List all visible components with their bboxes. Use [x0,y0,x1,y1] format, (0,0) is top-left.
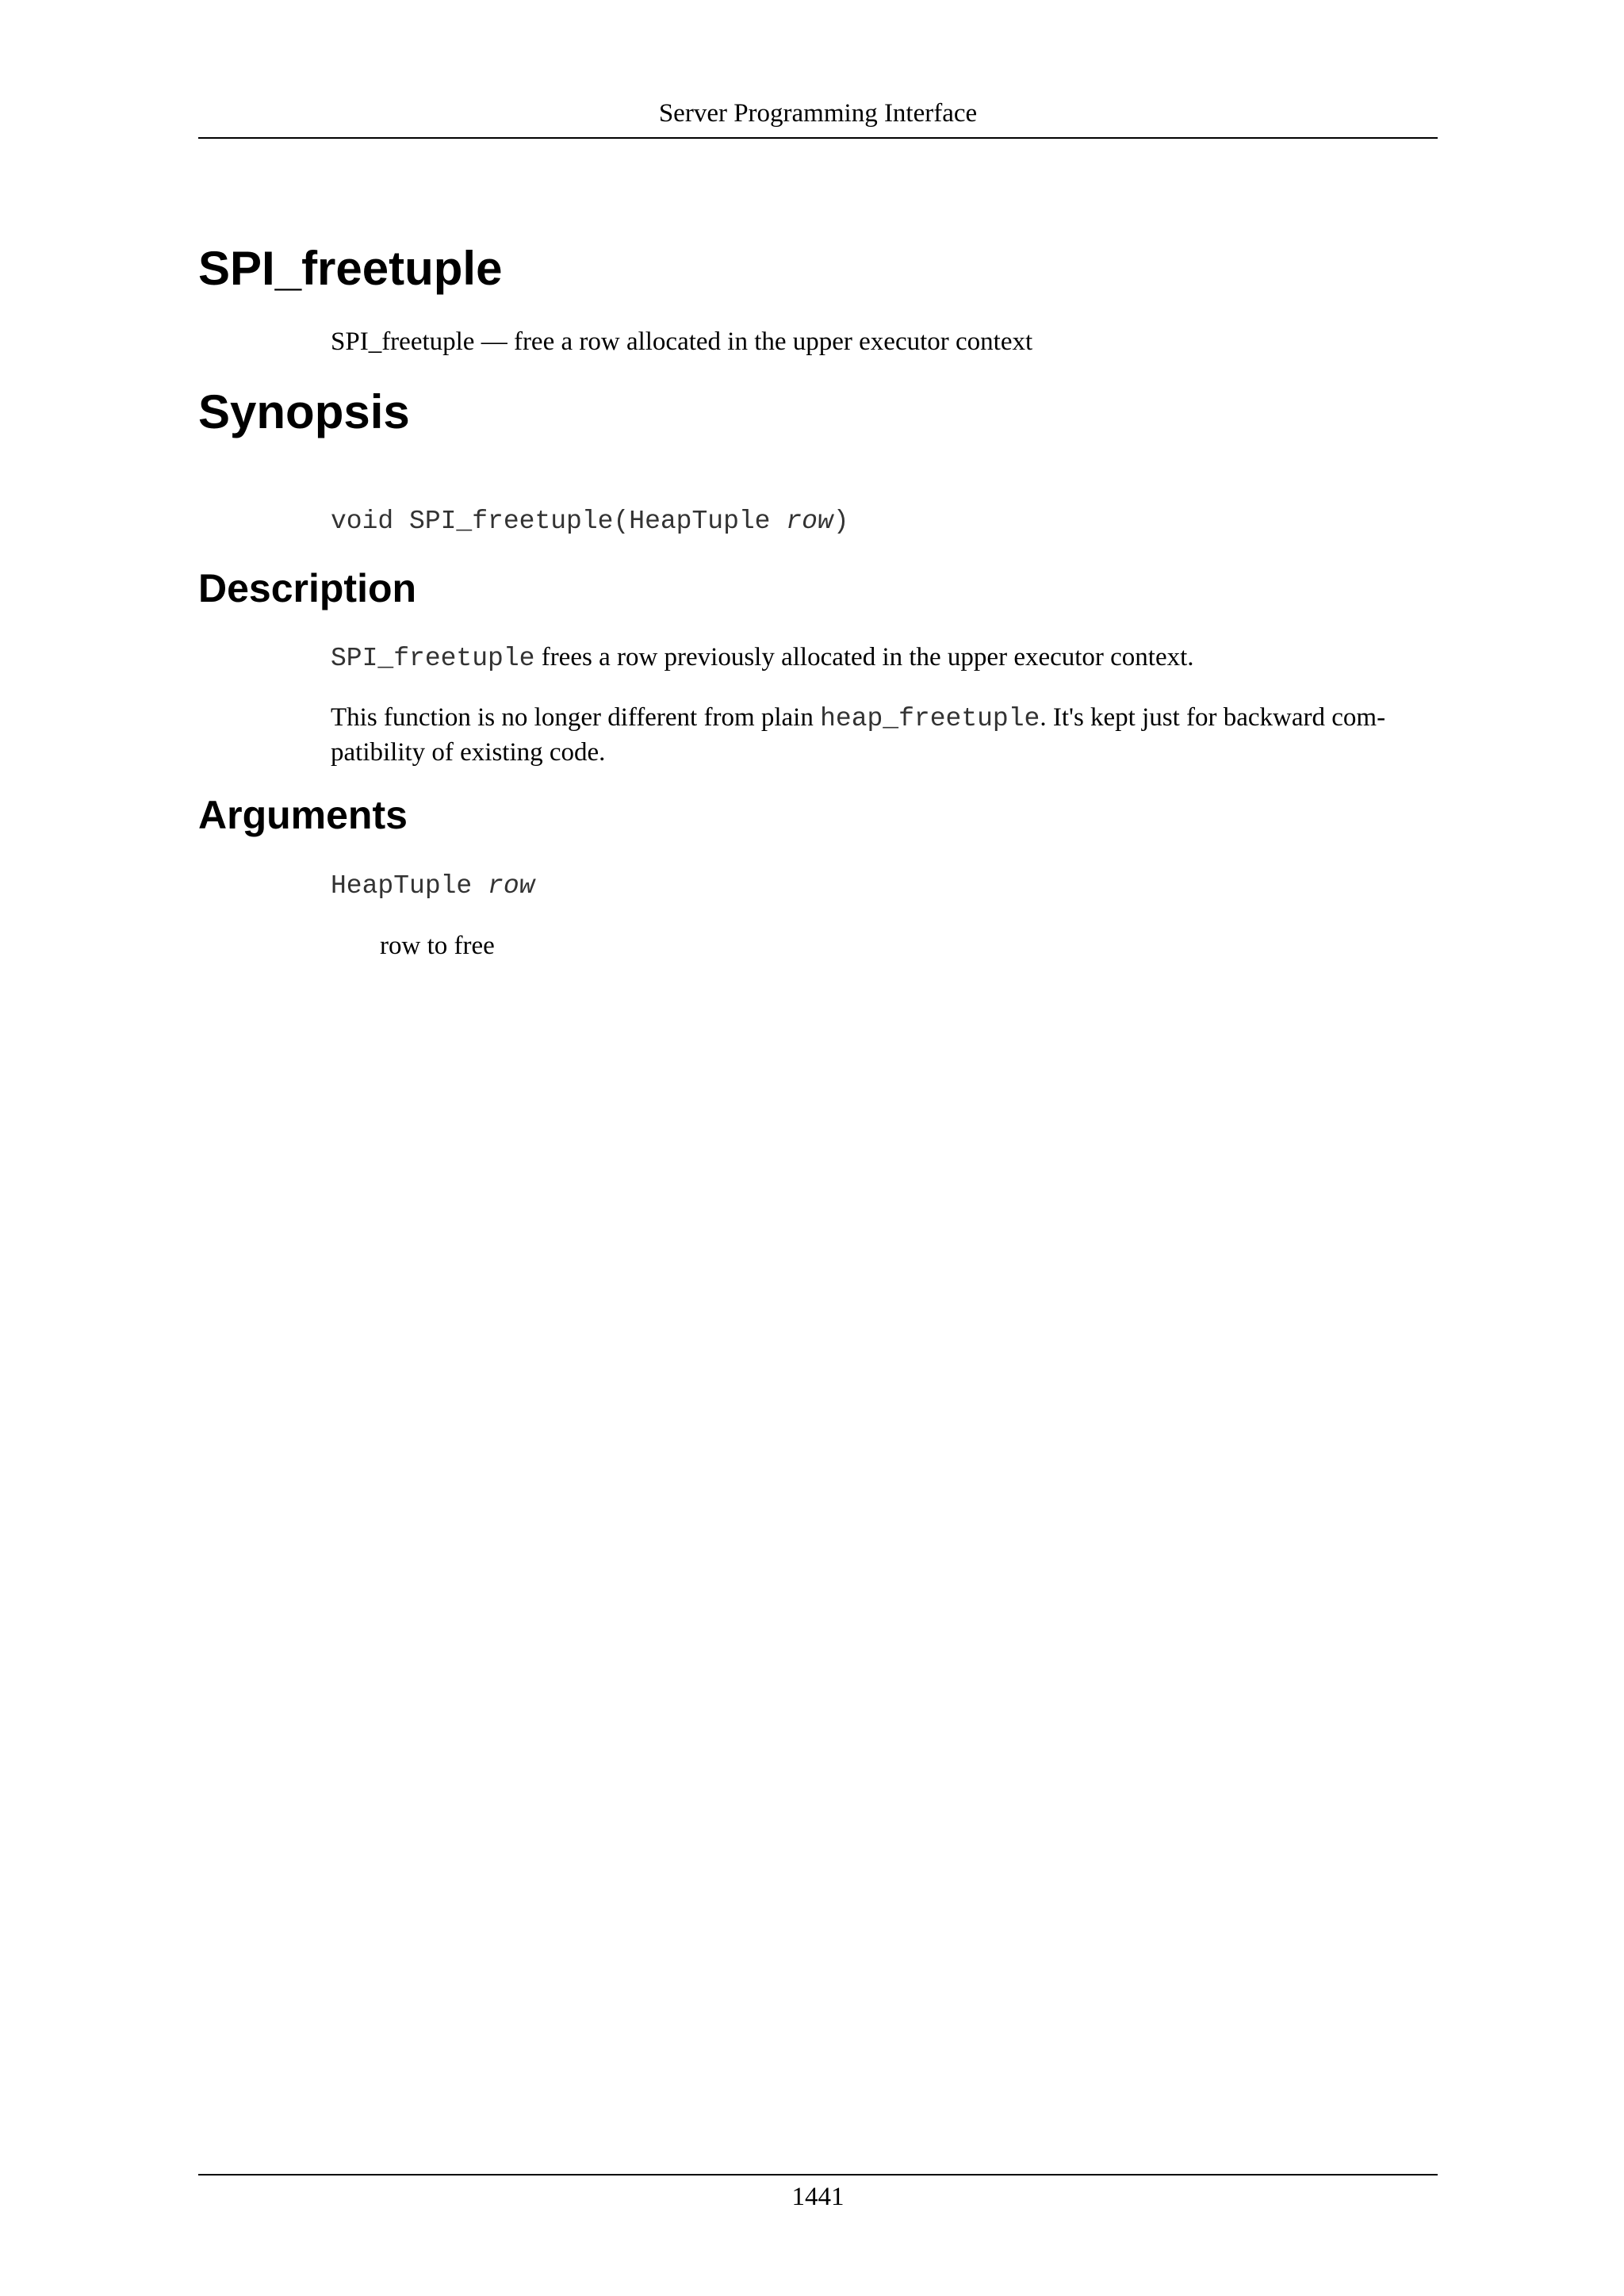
synopsis-code-suffix: ) [833,507,849,536]
header-rule [198,137,1438,139]
refpurpose [331,325,1438,359]
description-p1-text: frees a row previously allocated in the upper executor context. [534,643,1194,672]
synopsis-heading: Synopsis [198,385,410,438]
purpose-text: free a row allocated in the upper executor context [513,327,1033,356]
dash: — [474,327,514,356]
description-p2-code: heap_freetuple [820,704,1040,733]
entry-title: SPI_freetuple [198,242,503,295]
description-heading: Description [198,566,417,610]
description-p2-before: This function is no longer different from plain [331,703,821,732]
footer-rule [198,2174,1438,2175]
synopsis-code-prefix: void SPI_freetuple(HeapTuple [331,507,787,536]
running-header: Server Programming Interface [658,99,978,128]
refname: SPI_freetuple [331,327,475,356]
description-p2-after: . It's kept just for backward com- [1040,703,1386,732]
argument-param: row [488,871,535,901]
argument-description: row to free [380,932,495,960]
description-p2-line2: patibility of existing code. [331,738,606,767]
description-paragraph-2 [331,701,1438,770]
description-p1-code: SPI_freetuple [331,644,535,673]
description-paragraph-1 [331,641,1438,675]
page-number: 1441 [791,2183,845,2211]
argument-type: HeapTuple [331,871,488,901]
synopsis-code [331,504,849,538]
arguments-heading: Arguments [198,793,408,837]
argument-term [331,869,534,903]
synopsis-code-param: row [786,507,833,536]
